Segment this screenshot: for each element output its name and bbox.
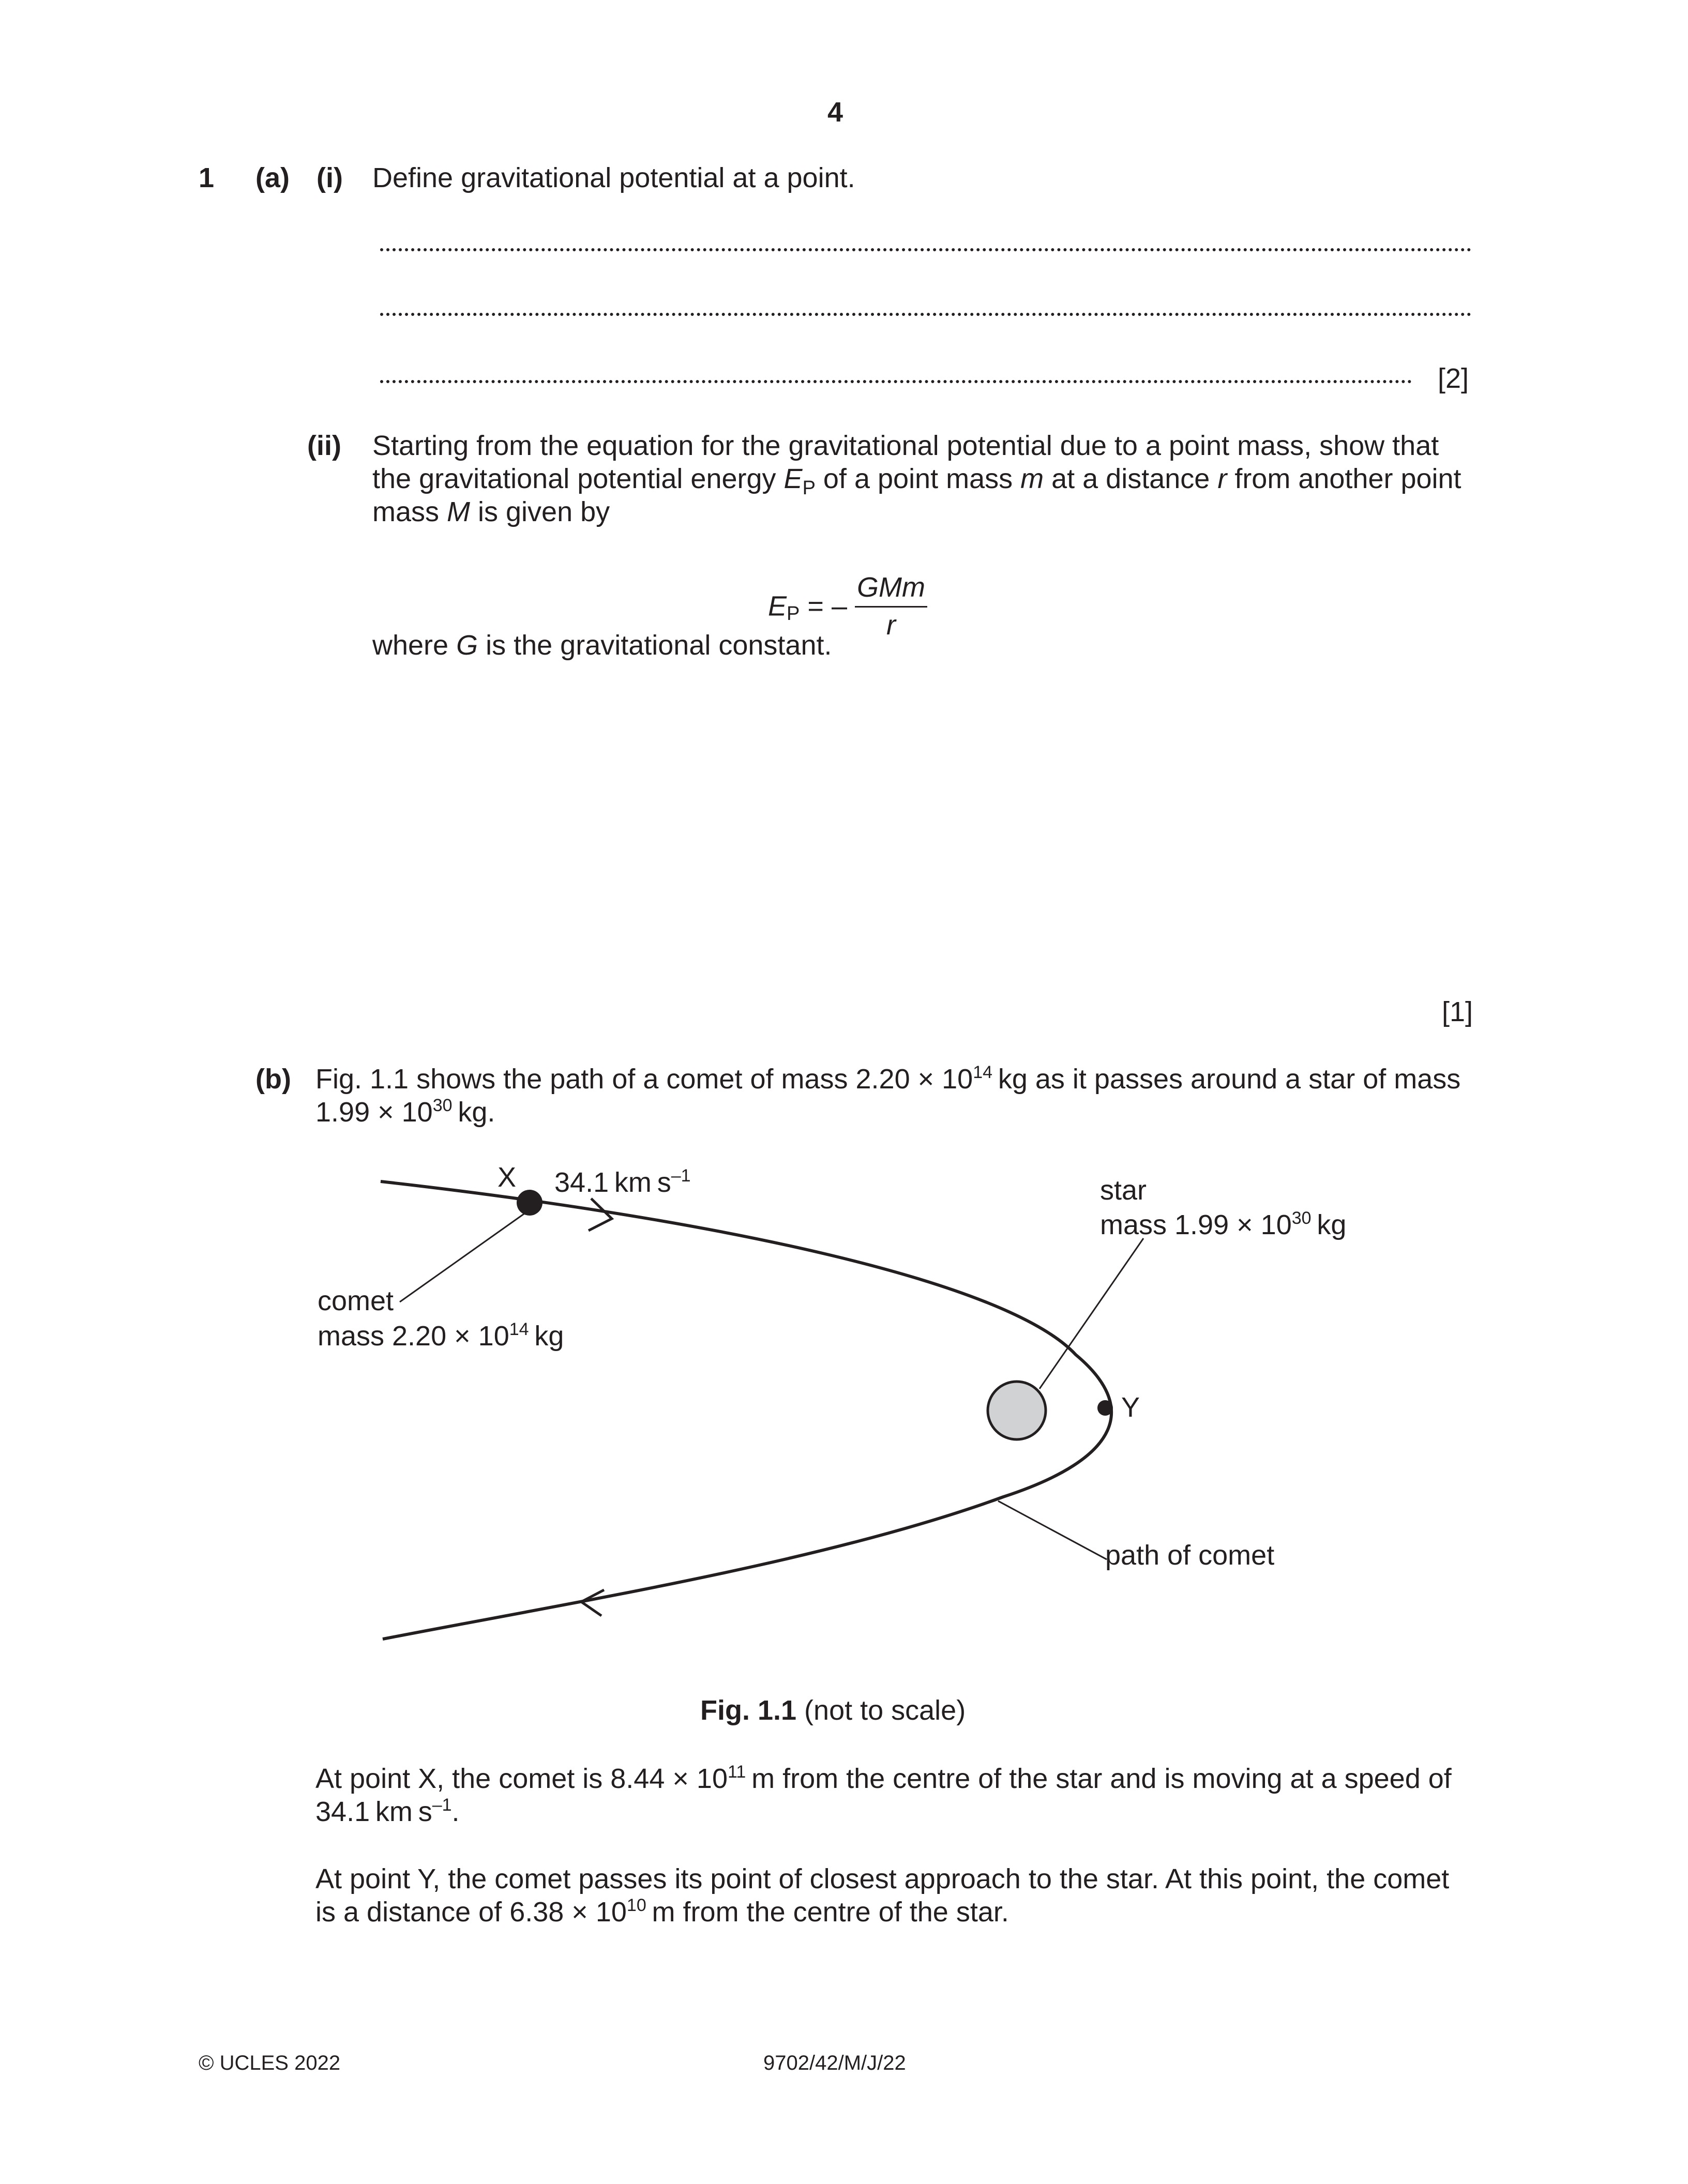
part-b-intro-line-1: Fig. 1.1 shows the path of a comet of mass $2.20 \times 10^{14}$ kg as it passes around a star of mass: [315, 1063, 1461, 1095]
point-y-dot: [1097, 1400, 1113, 1416]
marks-a-ii: [1]: [1442, 996, 1473, 1027]
path-of-comet-label: path of comet: [1105, 1540, 1275, 1571]
comet-label-line-1: comet: [318, 1285, 394, 1316]
equation-ep: $E_P$ = – $\frac{\text{GMm}}{r}$: [752, 538, 927, 642]
question-a-ii-line-1: Starting from the equation for the gravitational potential due to a point mass, show that: [372, 430, 1439, 461]
gravitational-constant-note: where G is the gravitational constant.: [372, 630, 832, 661]
subpart-ii-label: (ii): [307, 430, 341, 461]
point-y-paragraph-line-1: At point Y, the comet passes its point of closest approach to the star. At this point, the comet: [315, 1863, 1450, 1894]
page-number: 4: [827, 97, 843, 128]
path-leader-line: [998, 1501, 1107, 1559]
part-b-intro-line-2: $1.99 \times 10^{30}$ kg.: [315, 1096, 495, 1128]
comet-label-line-2: mass $2.20 \times 10^{14}$ kg: [318, 1320, 564, 1352]
comet-dot-x: [517, 1190, 542, 1216]
direction-arrow-icon: [581, 1590, 604, 1616]
star-label-line-1: star: [1100, 1175, 1147, 1206]
point-y-paragraph-line-2: is a distance of $6.38 \times 10^{10}$ m from the centre of the star.: [315, 1895, 1009, 1928]
marks-a-i: [2]: [1438, 363, 1469, 394]
velocity-label: 34.1 km $s^{-1}$: [554, 1166, 691, 1198]
part-b-label: (b): [255, 1064, 291, 1095]
footer-paper-code: 9702/42/M/J/22: [763, 2052, 906, 2074]
star-label-line-2: mass $1.99 \times 10^{30}$ kg: [1100, 1208, 1347, 1240]
question-a-ii-line-2: the gravitational potential energy $E_P$ of a point mass m at a distance r from another point: [372, 463, 1461, 499]
question-a-i-text: Define gravitational potential at a point.: [372, 162, 855, 193]
point-x-paragraph-line-2: 34.1 km $s^{-1}$.: [315, 1795, 460, 1827]
star-leader-line: [1039, 1238, 1143, 1389]
question-number: 1: [199, 162, 215, 193]
question-a-ii-line-3: mass M is given by: [372, 496, 610, 527]
equation-fraction: $\frac{\text{GMm}}{r}$: [855, 571, 927, 642]
point-y-label: Y: [1121, 1392, 1140, 1423]
comet-leader-line: [400, 1212, 526, 1302]
star-circle: [988, 1382, 1046, 1439]
footer-copyright: © UCLES 2022: [199, 2052, 341, 2074]
subpart-i-label: (i): [317, 162, 343, 193]
part-a-label: (a): [255, 162, 290, 193]
point-x-paragraph-line-1: At point X, the comet is $8.44 \times 10^{11}$ m from the centre of the star and is moving at a speed of: [315, 1762, 1452, 1794]
point-x-label: X: [498, 1162, 517, 1193]
figure-caption: Fig. 1.1 (not to scale): [700, 1695, 966, 1726]
direction-arrow-icon: [589, 1199, 612, 1231]
